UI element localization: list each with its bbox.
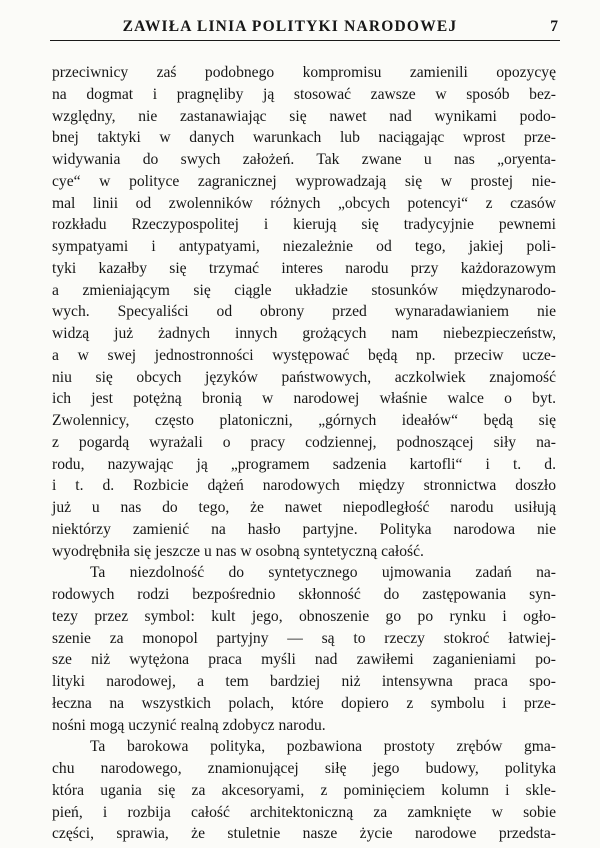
text-line: łeczna na wszystkich polach, które dopiero z symbolu i prze-: [52, 694, 556, 712]
text-line: mal linii od zwolenników różnych „obcych potencyi“ z czasów: [52, 194, 556, 212]
text-line: sze niż wytężona praca myśli nad zawiłemi zaganieniami po-: [52, 651, 556, 669]
paragraph: [52, 736, 556, 845]
text-line: rozkładu Rzeczypospolitej i kierują się tradycyjnie pewnemi: [52, 216, 556, 234]
text-line: lityki narodowej, a tem bardziej niż intensywna praca spo-: [52, 673, 556, 690]
text-line: przeciwnicy zaś podobnego kompromisu zamienili opozycyę: [52, 64, 556, 81]
text-line: z pogardą wyrażali o pracy codziennej, podnoszącej siły na-: [52, 433, 556, 451]
text-line: na dogmat i pragnęliby ją stosować zawsze w sposób bez-: [52, 85, 556, 103]
body-text: [52, 62, 556, 845]
text-line: chu narodowego, znamionującej siłę jego budowy, polityka: [52, 760, 556, 777]
text-line: nośni mogą uczynić realną zdobycz narodu.: [52, 716, 326, 734]
page-number: 7: [550, 18, 558, 35]
text-line: która ugania się za akcesoryami, z pominięciem kolumn i sklе-: [52, 781, 556, 799]
text-line: wyodrębniła się jeszcze u nas w osobną syntetyczną całość.: [52, 542, 424, 560]
text-line: i t. d. Rozbicie dążeń narodowych między stronnictwa doszło: [52, 477, 556, 495]
text-line: bnej taktyki w danych warunkach lub naciągając wprost prze-: [52, 129, 556, 147]
text-line: już u nas do tego, że nawet niepodległość narodu usiłują: [52, 499, 556, 516]
text-line: tyki kazałby się trzymać interes narodu przy każdorazowym: [52, 259, 556, 277]
text-line: pień, i rozbija całość architektoniczną za zamknięte w sobie: [52, 803, 556, 821]
text-line: względny, nie zastanawiając się nawet nad wynikami podo-: [52, 107, 556, 125]
running-head: [50, 14, 560, 44]
text-line: części, sprawia, że stuletnie nasze życie narodowe przedsta-: [52, 825, 556, 843]
paragraph: [52, 62, 556, 562]
text-line: Ta barokowa polityka, pozbawiona prostoty zrębów gmа-: [90, 738, 556, 756]
text-line: rodu, nazywając ją „programem sadzenia kartofli“ i t. d.: [52, 455, 556, 473]
text-line: a zmieniającym się ciągle układzie stosunków międzynarodo-: [52, 281, 556, 299]
text-line: widywania do swych założeń. Tak zwane u nas „oryenta-: [52, 151, 556, 168]
running-title: ZAWIŁA LINIA POLITYKI NARODOWEJ: [122, 18, 458, 35]
paragraph: [52, 562, 556, 736]
text-line: rodowych rodzi bezpośrednio skłonność do zastępowania syn-: [52, 586, 556, 603]
text-line: szenie za monopol partyjny — są to rzeczy stokroć łatwiej-: [52, 629, 556, 647]
text-line: niu się obcych języków państwowych, aczkolwiek znajomość: [52, 368, 556, 386]
text-line: Zwolennicy, często platoniczni, „górnych ideałów“ będą się: [52, 412, 556, 429]
text-line: wych. Specyaliści od obrony przed wynaradawianiem nie: [52, 303, 556, 321]
text-line: a w swej jednostronności występować będą np. przeciw ucze-: [52, 346, 556, 364]
text-line: ich jest potężną bronią w narodowej właśnie walce o byt.: [52, 390, 556, 408]
text-line: Ta niezdolność do syntetycznego ujmowania zadań na-: [90, 564, 556, 582]
text-line: tezy przez symbol: kult jego, obnoszenie go po rynku i ogło-: [52, 607, 556, 625]
header-rule: [50, 40, 560, 41]
text-line: sympatyami i antypatyami, niezależnie od tego, jakiej poli-: [52, 238, 556, 255]
text-line: niektórzy zamienić na hasło partyjne. Polityka narodowa nie: [52, 520, 556, 538]
text-line: cye“ w polityce zagranicznej wyprowadzają się w prostej nie-: [52, 172, 556, 190]
text-line: widzą już żadnych innych grożących nam niebezpieczeństw,: [52, 325, 556, 342]
